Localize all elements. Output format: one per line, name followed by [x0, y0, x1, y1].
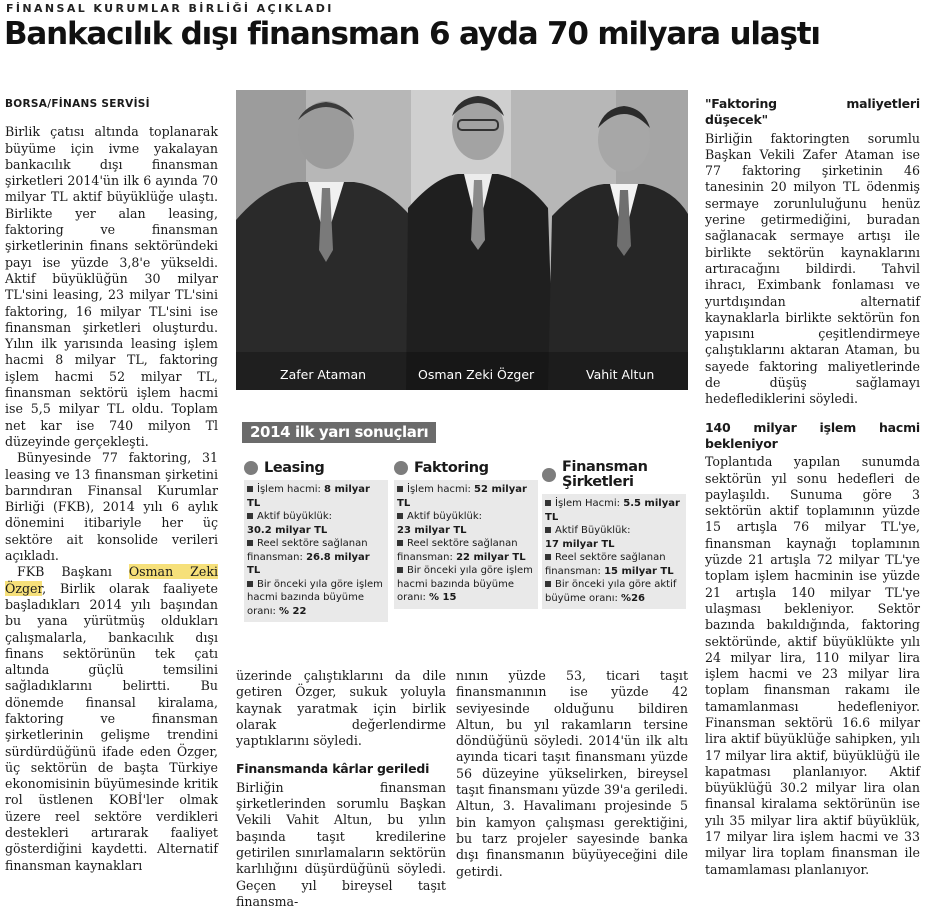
article-column-4 [705, 96, 920, 878]
square-bullet-icon [247, 540, 253, 546]
article-column-1 [5, 96, 218, 874]
card-row: Aktif büyüklük: 23 milyar TL [397, 511, 483, 536]
card-title: Finansman Şirketleri [562, 459, 648, 490]
square-bullet-icon [397, 513, 403, 519]
square-bullet-icon [247, 486, 253, 492]
square-bullet-icon [397, 486, 403, 492]
paragraph: Toplantıda yapılan sunumda sektörün yıl sonu hedefleri de paylaşıldı. Sunuma göre 3 sektörün aktif toplamının yüzde 15 artışla 76 milyar TL'ye, finansman kaynağı toplamının yüzde 21 artışla 72 milyar TL'ye toplam işlem hacminin ise yüzde 21 artışla 140 milyar TL'ye ulaşması bekleniyor. Sektör bazında bakıldığında, faktoring sektöründe, aktif büyüklükte yılı 24 milyar lira, 110 milyar lira işlem hacmi ve 23 milyar lira toplam finansman rakamı ile tamamlanması hedefleniyor. Finansman sektörü 16.6 milyar lira aktif büyüklüğe sahipken, yılı 17 milyar lira aktif, büyüklüğü ile kapatması planlanıyor. Aktif büyüklüğü 30.2 milyar lira olan finansal kiralama sektörünün ise yılı 35 milyar lira aktif büyüklük, 17 milyar lira işlem hacmi ve 33 milyar lira toplam finansman ile tamamlaması planlanıyor. [705, 454, 920, 877]
paragraph-text: FKB Başkanı [17, 564, 129, 580]
faktoring-card [394, 460, 538, 609]
card-row: İşlem Hacmi: 5.5 milyar TL [545, 498, 680, 523]
article-kicker: FİNANSAL KURUMLAR BİRLİĞİ AÇIKLADI [6, 2, 334, 15]
card-row: Bir önceki yıla göre işlem hacmi bazında büyüme oranı: % 15 [397, 565, 533, 603]
card-row: Reel sektöre sağlanan finansman: 15 milyar TL [545, 552, 674, 577]
paragraph: Bünyesinde 77 faktoring, 31 leasing ve 13 finansman şirketini barındıran Finansal Kurumlar Birliği (FKB), 2014 yılı 6 aylık dönemini itibariyle her üç sektöre ait konsolide verileri açıkladı. [5, 450, 218, 564]
card-row: Bir önceki yıla göre aktif büyüme oranı: %26 [545, 579, 677, 604]
bullet-dot-icon [394, 461, 408, 475]
article-column-3 [456, 668, 688, 880]
finansman-card [542, 460, 686, 609]
section-subhead: Finansmanda kârlar geriledi [236, 761, 430, 777]
square-bullet-icon [397, 540, 403, 546]
group-photo [236, 90, 688, 390]
card-title: Faktoring [414, 460, 489, 476]
card-row: İşlem hacmi: 8 milyar TL [247, 484, 370, 509]
card-row: Reel sektöre sağlanan finansman: 26.8 milyar TL [247, 538, 370, 576]
section-subhead: 140 milyar işlem hacmi bekleniyor [705, 419, 920, 451]
photo-caption: Osman Zeki Özger [418, 367, 535, 382]
square-bullet-icon [545, 554, 551, 560]
leasing-card [244, 460, 388, 622]
paragraph: Birlik çatısı altında toplanarak büyüme için ivme yakalayan bankacılık dışı finansman şirketleri 2014'ün ilk 6 ayında 70 milyar TL aktif büyüklüğe ulaştı. Birlikte yer alan leasing, faktoring ve finansman şirketlerinin finans sektöründeki payı ise yüzde 3,8'e yükseldi. Aktif büyüklüğün 30 milyar TL'sini leasing, 23 milyar TL'sini faktoring, 16 milyar TL'sini ise finansman şirketleri oluşturdu. Yılın ilk yarısında leasing işlem hacmi 8 milyar TL, faktoring işlem hacmi 52 milyar TL, finansman sektörü işlem hacmi ise 5,5 milyar TL oldu. Toplam net kar ise 740 milyon Tl düzeyinde gerçekleşti. [5, 124, 218, 449]
photo-caption: Vahit Altun [586, 367, 655, 382]
highlighted-name: Osman Zeki Özger [5, 564, 218, 596]
byline: BORSA/FİNANS SERVİSİ [5, 98, 150, 110]
photo-caption: Zafer Ataman [280, 367, 367, 382]
square-bullet-icon [545, 500, 551, 506]
card-row: Aktif Büyüklük: 17 milyar TL [545, 525, 631, 550]
paragraph: Birliğin faktoringten sorumlu Başkan Vekili Zafer Ataman ise 77 faktoring şirketinin 46 tanesinin 20 milyon TL ödenmiş sermaye zorunluluğunu henüz yerine getirmediğini, buradan sağlanacak sermaye artışı ile birlikte sektörün kaynaklarını artıracağını bildirdi. Tahvil ihracı, Eximbank fonlaması ve yurtdışından alternatif kaynaklarla birlikte sektörün fon yapısını çeşitlendirmeye çalıştıklarını aktaran Ataman, bu sayede faktoring maliyetlerinde de düşüş sağlamayı hedeflediklerini söyledi. [705, 130, 920, 407]
square-bullet-icon [247, 581, 253, 587]
bullet-dot-icon [542, 468, 556, 482]
paragraph: nının yüzde 53, ticari taşıt finansmanının ise yüzde 42 seviyesinde olduğunu bildiren Altun, bu yıl rakamların tersine döndüğünü söyledi. 2014'ün ilk altı ayında ticari taşıt finansmanı yüzde 56 düzeyine yükselirken, bireysel taşıt finansmanı yüzde 39'a geriledi. Altun, 3. Havalimanı projesinde 5 bin kamyon çalışması gerektiğini, bu tarz projeler sayesinde banka dışı finansmanın büyüyeceğini dile getirdi. [456, 668, 688, 879]
card-row: Aktif büyüklük: 30.2 milyar TL [247, 511, 333, 536]
article-headline: Bankacılık dışı finansman 6 ayda 70 milyara ulaştı [4, 16, 820, 52]
results-infographic [236, 418, 688, 624]
bullet-dot-icon [244, 461, 258, 475]
square-bullet-icon [545, 527, 551, 533]
card-title: Leasing [264, 460, 325, 476]
paragraph: Birliğin finansman şirketlerinden sorumlu Başkan Vekili Vahit Altun, bu yılın başında taşıt kredilerine getirilen sınırlamaların sektörün karlılığını düşürdüğünü söyledi. Geçen yıl bireysel taşıt finansma- [236, 779, 446, 909]
card-row: Reel sektöre sağlanan finansman: 22 milyar TL [397, 538, 526, 563]
section-subhead: "Faktoring maliyetleri düşecek" [705, 96, 920, 128]
paragraph-text: , Birlik olarak faaliyete başladıkları 2014 yılı başından bu yana yürütmüş oldukları çalışmalarla, bankacılık dışı finans sektörünün tek çatı altında güçlü temsilini sağladıklarını belirtti. Bu dönemde finansal kiralama, faktoring ve finansman şirketlerinin gelişme trendini sürdürdüğünü ifade eden Özger, üç sektörün de başta Türkiye ekonomisinin büyümesinde kritik rol üstlenen KOBİ'ler olmak üzere reel sektöre verdikleri destekleri artırarak faaliyet gösterdiğini kaydetti. Alternatif finansman kaynakları [5, 580, 218, 873]
square-bullet-icon [247, 513, 253, 519]
article-column-2 [236, 668, 446, 910]
paragraph [5, 564, 218, 874]
infographic-title: 2014 ilk yarı sonuçları [242, 422, 436, 443]
square-bullet-icon [545, 581, 551, 587]
photo-illustration [236, 90, 688, 390]
card-row: İşlem hacmi: 52 milyar TL [397, 484, 527, 509]
card-row: Bir önceki yıla göre işlem hacmi bazında büyüme oranı: % 22 [247, 578, 383, 617]
square-bullet-icon [397, 567, 403, 573]
paragraph: üzerinde çalıştıklarını da dile getiren Özger, sukuk yoluyla kaynak yaratmak için birlik olarak değerlendirme yaptıklarını söyledi. [236, 668, 446, 749]
